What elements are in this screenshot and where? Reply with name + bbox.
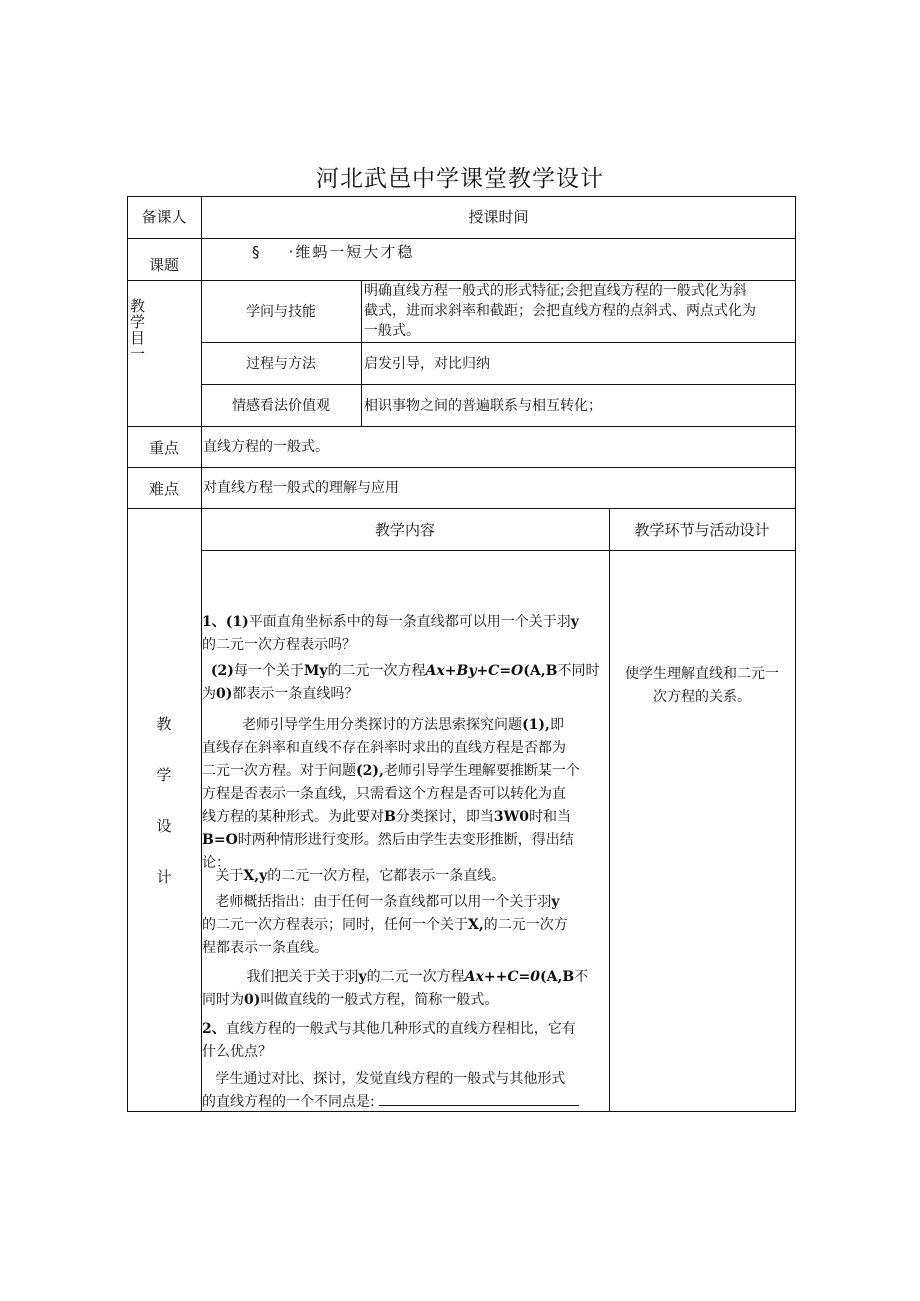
grid-line <box>127 467 796 468</box>
activity-text: 使学生理解直线和二元一 次方程的关系。 <box>625 666 779 705</box>
grid-line <box>127 426 796 427</box>
question-2: (2)每一个关于My的二元一次方程Ax+By+C=O(A,B不同时 为0)都表示一条直线吗？ <box>202 663 600 702</box>
objectives-label: 教 学 目 一 <box>130 297 146 363</box>
content-header: 教学内容 <box>374 521 435 539</box>
preparer-label: 备课人 <box>141 208 187 226</box>
paragraph-conclusion: 关于X,y的二元一次方程，它都表示一条直线。 <box>215 868 506 884</box>
question-3: 2、直线方程的一般式与其他几种形式的直线方程相比，它有 什么优点？ <box>202 1021 576 1060</box>
topic-label: 课题 <box>148 256 179 274</box>
grid-line <box>795 196 796 1112</box>
objective-text-knowledge: 明确直线方程一般式的形式特征;会把直线方程的一般式化为斜 截式，进而求斜率和截距；会把直线方程的点斜式、两点式化为 一般式。 <box>364 283 756 339</box>
paragraph-summary: 老师概括指出：由于任何一条直线都可以用一个关于羽y 的二元一次方程表示；同时，任何一个关于X,的二元一次方 程都表示一条直线。 <box>202 894 568 956</box>
paragraph-guidance: 老师引导学生用分类探讨的方法思索探究问题(1),即 直线存在斜率和直线不存在斜率时求出的直线方程是否都为 二元一次方程。对于问题(2),老师引导学生理解要推断某一个 方程是否表示一条直线，只需看这个方程是否可以转化为直 线方程的某种形式。为此要对B分类探讨，即当3W0时和当 B=O时两种情形进行变形。然后由学生去变形推断，得出结 论： <box>202 717 580 871</box>
key-point-value: 直线方程的一般式。 <box>203 439 329 455</box>
objective-name-process: 过程与方法 <box>246 356 316 372</box>
activity-header: 教学环节与活动设计 <box>634 521 770 539</box>
design-label-char: 计 <box>156 868 172 886</box>
objective-text-attitude: 相识事物之间的普遍联系与相互转化； <box>364 398 602 414</box>
grid-line <box>609 508 610 1112</box>
design-label-char: 教 <box>156 715 172 733</box>
answer-blank[interactable] <box>379 1091 579 1106</box>
grid-line <box>201 550 796 551</box>
question-1: 1、(1)平面直角坐标系中的每一条直线都可以用一个关于羽y 的二元一次方程表示吗？ <box>202 614 579 653</box>
paragraph-comparison: 学生通过对比、探讨，发觉直线方程的一般式与其他形式 的直线方程的一个不同点是: <box>202 1068 579 1114</box>
document-title: 河北武邑中学课堂教学设计 <box>316 166 604 192</box>
grid-line <box>127 196 128 1112</box>
grid-line <box>201 342 796 343</box>
design-label-char: 设 <box>156 817 172 835</box>
paragraph-definition: 我们把关于关于羽y的二元一次方程Ax++C=0(A,B不 同时为0)叫做直线的一般式方程，简称一般式。 <box>202 969 589 1008</box>
grid-line <box>201 384 796 385</box>
objective-text-process: 启发引导，对比归纳 <box>364 356 490 372</box>
grid-line <box>361 280 362 427</box>
design-label-char: 学 <box>156 766 172 784</box>
grid-line <box>127 508 796 509</box>
grid-line <box>127 196 796 197</box>
difficulty-value: 对直线方程一般式的理解与应用 <box>203 480 399 496</box>
grid-line <box>127 238 796 239</box>
difficulty-label: 难点 <box>148 480 179 498</box>
topic-value: § ·维蚂一短大才稳 <box>252 243 415 261</box>
objective-name-knowledge: 学问与技能 <box>246 304 316 320</box>
time-label: 授课时间 <box>468 208 529 226</box>
objective-name-attitude: 情感看法价值观 <box>232 398 330 414</box>
key-point-label: 重点 <box>148 439 179 457</box>
